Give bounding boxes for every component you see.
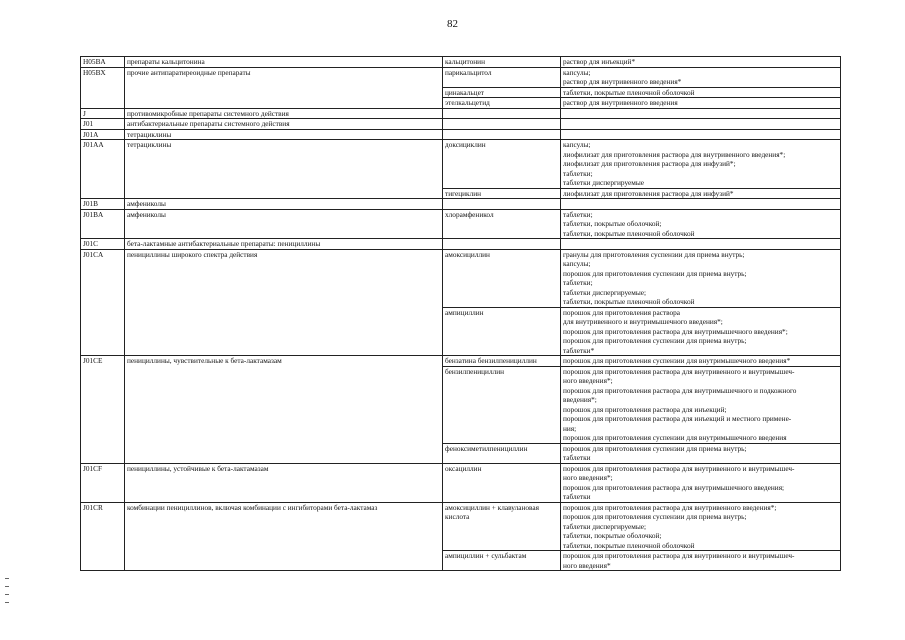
- dosage-form-line: лиофилизат для приготовления раствора для инфузий*: [563, 188, 734, 198]
- dosage-form-line: для внутривенного и внутримышечного введения*;: [563, 317, 723, 326]
- dosage-form-line: таблетки диспергируемые;: [563, 521, 647, 531]
- dosage-form-line: порошок для приготовления раствора для внутримышечного введения;: [563, 482, 785, 492]
- drug-name-cell: ампициллин: [443, 307, 561, 356]
- group-name-cell: амфениколы: [125, 199, 443, 210]
- dosage-form-line: порошок для приготовления суспензии для внутримышечного введения*: [563, 356, 791, 365]
- dosage-form-line: таблетки*: [563, 345, 595, 355]
- dosage-forms-cell: [561, 502, 841, 551]
- atc-code-cell: J01: [81, 119, 125, 130]
- drug-name-cell: бензатина бензилпенициллин: [443, 356, 561, 367]
- dosage-form-line: таблетки, покрытые пленочной оболочкой: [563, 540, 695, 550]
- group-name-cell: противомикробные препараты системного действия: [125, 108, 443, 119]
- drug-name-cell: ампициллин + сульбактам: [443, 551, 561, 571]
- table-row: [81, 140, 841, 189]
- atc-code-cell: J01CA: [81, 249, 125, 356]
- dosage-forms-cell: [561, 129, 841, 140]
- table-row: [81, 119, 841, 130]
- dosage-form-line: капсулы;: [563, 259, 591, 268]
- dosage-form-line: ния;: [563, 423, 577, 433]
- drug-name-cell: хлорамфеникол: [443, 209, 561, 239]
- drug-name-cell: парикальцитол: [443, 67, 561, 87]
- drug-name-cell: [443, 199, 561, 210]
- dosage-forms-cell: [561, 98, 841, 109]
- dosage-form-line: таблетки, покрытые пленочной оболочкой: [563, 228, 695, 238]
- drug-name-cell: бензилпенициллин: [443, 366, 561, 443]
- dosage-form-line: раствор для внутривенного введения: [563, 98, 678, 107]
- dosage-form-line: порошок для приготовления раствора для внутривенного и внутримышеч-: [563, 366, 795, 376]
- dosage-form-line: порошок для приготовления суспензии для приема внутрь;: [563, 443, 747, 453]
- drug-name-cell: амоксициллин + клавулановая кислота: [443, 502, 561, 551]
- dosage-form-line: таблетки диспергируемые: [563, 178, 645, 187]
- dosage-forms-cell: [561, 87, 841, 98]
- drug-name-cell: [443, 119, 561, 130]
- drug-name-cell: тигециклин: [443, 188, 561, 199]
- drug-name-cell: этелкальцетид: [443, 98, 561, 109]
- dosage-form-line: порошок для приготовления суспензии для внутримышечного введения: [563, 433, 787, 442]
- dosage-form-line: порошок для приготовления раствора для внутривенного и внутримышеч-: [563, 463, 795, 473]
- dosage-form-line: порошок для приготовления раствора для внутривенного введения*;: [563, 502, 777, 512]
- dosage-form-line: порошок для приготовления суспензии для приема внутрь;: [563, 512, 747, 521]
- dosage-forms-cell: [561, 199, 841, 210]
- dosage-forms-cell: [561, 356, 841, 367]
- table-row: [81, 129, 841, 140]
- dosage-forms-cell: [561, 307, 841, 356]
- dosage-form-line: раствор для инъекций*: [563, 57, 636, 66]
- dosage-forms-cell: [561, 188, 841, 199]
- scan-margin-mark: [5, 586, 9, 587]
- drug-name-cell: доксициклин: [443, 140, 561, 189]
- dosage-forms-cell: [561, 551, 841, 571]
- dosage-form-line: введения*;: [563, 395, 597, 404]
- table-row: [81, 67, 841, 87]
- table-row: [81, 249, 841, 307]
- dosage-form-line: порошок для приготовления раствора для внутримышечного и подкожного: [563, 385, 797, 395]
- atc-code-cell: J01A: [81, 129, 125, 140]
- atc-code-cell: J01C: [81, 239, 125, 250]
- group-name-cell: пенициллины широкого спектра действия: [125, 249, 443, 356]
- dosage-forms-cell: [561, 209, 841, 239]
- drug-name-cell: [443, 239, 561, 250]
- dosage-form-line: таблетки: [563, 492, 591, 501]
- dosage-forms-cell: [561, 239, 841, 250]
- dosage-form-line: ного введения*: [563, 560, 611, 570]
- table-row: [81, 57, 841, 68]
- dosage-form-line: таблетки, покрытые пленочной оболочкой: [563, 297, 695, 306]
- dosage-form-line: таблетки;: [563, 278, 593, 287]
- drug-name-cell: кальцитонин: [443, 57, 561, 68]
- atc-code-cell: H05BX: [81, 67, 125, 108]
- group-name-cell: тетрациклины: [125, 140, 443, 199]
- dosage-forms-cell: [561, 249, 841, 307]
- dosage-form-line: таблетки;: [563, 209, 593, 219]
- dosage-form-line: порошок для приготовления раствора для внутримышечного введения*;: [563, 326, 788, 336]
- group-name-cell: бета-лактамные антибактериальные препараты: пенициллины: [125, 239, 443, 250]
- drug-list-table: [80, 56, 841, 571]
- atc-code-cell: J01AA: [81, 140, 125, 199]
- group-name-cell: препараты кальцитонина: [125, 57, 443, 68]
- atc-code-cell: J: [81, 108, 125, 119]
- group-name-cell: комбинации пенициллинов, включая комбинации с ингибиторами бета-лактамаз: [125, 502, 443, 571]
- drug-name-cell: цинакальцет: [443, 87, 561, 98]
- dosage-form-line: таблетки, покрытые пленочной оболочкой: [563, 87, 695, 97]
- table-row: [81, 209, 841, 239]
- dosage-form-line: таблетки;: [563, 168, 593, 178]
- dosage-forms-cell: [561, 443, 841, 463]
- drug-name-cell: феноксиметилпенициллин: [443, 443, 561, 463]
- atc-code-cell: J01CE: [81, 356, 125, 464]
- table-row: [81, 199, 841, 210]
- page-number: 82: [447, 18, 458, 30]
- dosage-form-line: раствор для внутривенного введения*: [563, 77, 682, 86]
- dosage-forms-cell: [561, 140, 841, 189]
- drug-name-cell: оксациллин: [443, 463, 561, 502]
- dosage-form-line: таблетки, покрытые оболочкой;: [563, 531, 662, 540]
- dosage-form-line: порошок для приготовления раствора: [563, 307, 681, 317]
- dosage-form-line: таблетки: [563, 453, 591, 462]
- drug-name-cell: [443, 108, 561, 119]
- dosage-form-line: таблетки, покрытые оболочкой;: [563, 219, 662, 228]
- dosage-form-line: порошок для приготовления раствора для инъекций и местного примене-: [563, 414, 792, 423]
- dosage-forms-cell: [561, 67, 841, 87]
- group-name-cell: амфениколы: [125, 209, 443, 239]
- atc-code-cell: J01B: [81, 199, 125, 210]
- dosage-form-line: лиофилизат для приготовления раствора для внутривенного введения*;: [563, 149, 786, 159]
- table-row: [81, 108, 841, 119]
- group-name-cell: антибактериальные препараты системного действия: [125, 119, 443, 130]
- dosage-form-line: порошок для приготовления раствора для внутривенного и внутримышеч-: [563, 551, 795, 560]
- table-row: [81, 239, 841, 250]
- table-row: [81, 502, 841, 551]
- drug-name-cell: амоксициллин: [443, 249, 561, 307]
- dosage-form-line: порошок для приготовления раствора для инъекций;: [563, 404, 727, 414]
- dosage-form-line: ного введения*;: [563, 473, 613, 482]
- drug-name-cell: [443, 129, 561, 140]
- dosage-form-line: таблетки диспергируемые;: [563, 287, 647, 297]
- atc-code-cell: J01CF: [81, 463, 125, 502]
- dosage-form-line: капсулы;: [563, 140, 591, 149]
- dosage-forms-cell: [561, 463, 841, 502]
- dosage-form-line: гранулы для приготовления суспензии для приема внутрь;: [563, 249, 745, 259]
- table-row: [81, 356, 841, 367]
- dosage-form-line: порошок для приготовления суспензии для приема внутрь;: [563, 268, 747, 278]
- group-name-cell: прочие антипаратиреоидные препараты: [125, 67, 443, 108]
- dosage-forms-cell: [561, 119, 841, 130]
- dosage-forms-cell: [561, 108, 841, 119]
- atc-code-cell: J01CR: [81, 502, 125, 571]
- dosage-forms-cell: [561, 366, 841, 443]
- scan-margin-mark: [5, 602, 9, 603]
- atc-code-cell: H05BA: [81, 57, 125, 68]
- scan-margin-mark: [5, 578, 9, 579]
- dosage-form-line: порошок для приготовления суспензии для приема внутрь;: [563, 336, 747, 345]
- atc-code-cell: J01BA: [81, 209, 125, 239]
- dosage-form-line: ного введения*;: [563, 376, 613, 385]
- dosage-form-line: лиофилизат для приготовления раствора для инфузий*;: [563, 159, 736, 168]
- scan-margin-mark: [5, 594, 9, 595]
- dosage-form-line: капсулы;: [563, 67, 591, 77]
- group-name-cell: пенициллины, устойчивые к бета-лактамазам: [125, 463, 443, 502]
- group-name-cell: пенициллины, чувствительные к бета-лактамазам: [125, 356, 443, 464]
- table-row: [81, 463, 841, 502]
- dosage-forms-cell: [561, 57, 841, 68]
- group-name-cell: тетрациклины: [125, 129, 443, 140]
